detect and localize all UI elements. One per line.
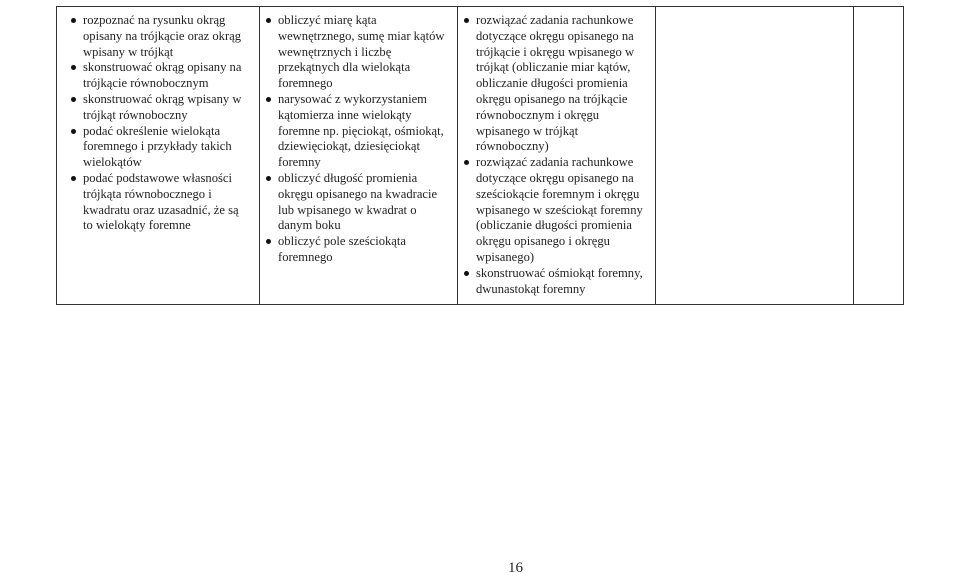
list-item: rozwiązać zadania rachunkowe dotyczące okręgu opisanego na trójkącie i okręgu wpisanego w trójkąt (obliczanie miar kątów, obliczanie długości promienia okręgu opisanego na trójkącie równobocznym i okręgu wpisanego w trójkąt równoboczny) xyxy=(462,13,651,155)
bullet-icon xyxy=(71,65,76,70)
list-item: podać podstawowe własności trójkąta równobocznego i kwadratu oraz uzasadnić, że są to wielokąty foremne xyxy=(69,171,251,234)
page-number: 16 xyxy=(508,560,523,576)
column-cell-2 xyxy=(260,7,458,305)
column-cell-4 xyxy=(656,7,854,305)
list-item: obliczyć długość promienia okręgu opisanego na kwadracie lub wpisanego w kwadrat o danym boku xyxy=(264,171,453,234)
requirements-list xyxy=(69,13,251,234)
list-item: obliczyć miarę kąta wewnętrznego, sumę miar kątów wewnętrznych i liczbę przekątnych dla wielokąta foremnego xyxy=(264,13,453,92)
list-item: skonstruować okrąg wpisany w trójkąt równoboczny xyxy=(69,92,251,124)
bullet-icon xyxy=(266,176,271,181)
list-item: rozwiązać zadania rachunkowe dotyczące okręgu opisanego na sześciokącie foremnym i okręgu wpisanego w sześciokąt foremny (obliczanie długości promienia okręgu opisanego i okręgu wpisanego) xyxy=(462,155,651,266)
table-row xyxy=(57,7,904,305)
bullet-icon xyxy=(71,18,76,23)
column-cell-3 xyxy=(458,7,656,305)
requirements-list xyxy=(264,13,453,266)
bullet-icon xyxy=(464,160,469,165)
bullet-icon xyxy=(464,271,469,276)
list-item: podać określenie wielokąta foremnego i przykłady takich wielokątów xyxy=(69,124,251,171)
bullet-icon xyxy=(71,176,76,181)
list-item: rozpoznać na rysunku okrąg opisany na trójkącie oraz okrąg wpisany w trójkąt xyxy=(69,13,251,60)
list-item: skonstruować ośmiokąt foremny, dwunastokąt foremny xyxy=(462,266,651,298)
bullet-icon xyxy=(266,18,271,23)
column-cell-5 xyxy=(854,7,904,305)
list-item: obliczyć pole sześciokąta foremnego xyxy=(264,234,453,266)
requirements-list xyxy=(462,13,651,297)
column-cell-1 xyxy=(57,7,260,305)
bullet-icon xyxy=(464,18,469,23)
list-item: skonstruować okrąg opisany na trójkącie równobocznym xyxy=(69,60,251,92)
bullet-icon xyxy=(71,97,76,102)
bullet-icon xyxy=(266,239,271,244)
bullet-icon xyxy=(71,129,76,134)
curriculum-table xyxy=(56,6,904,305)
bullet-icon xyxy=(266,97,271,102)
list-item: narysować z wykorzystaniem kątomierza inne wielokąty foremne np. pięciokąt, ośmiokąt, dziewięciokąt, dziesięciokąt foremny xyxy=(264,92,453,171)
